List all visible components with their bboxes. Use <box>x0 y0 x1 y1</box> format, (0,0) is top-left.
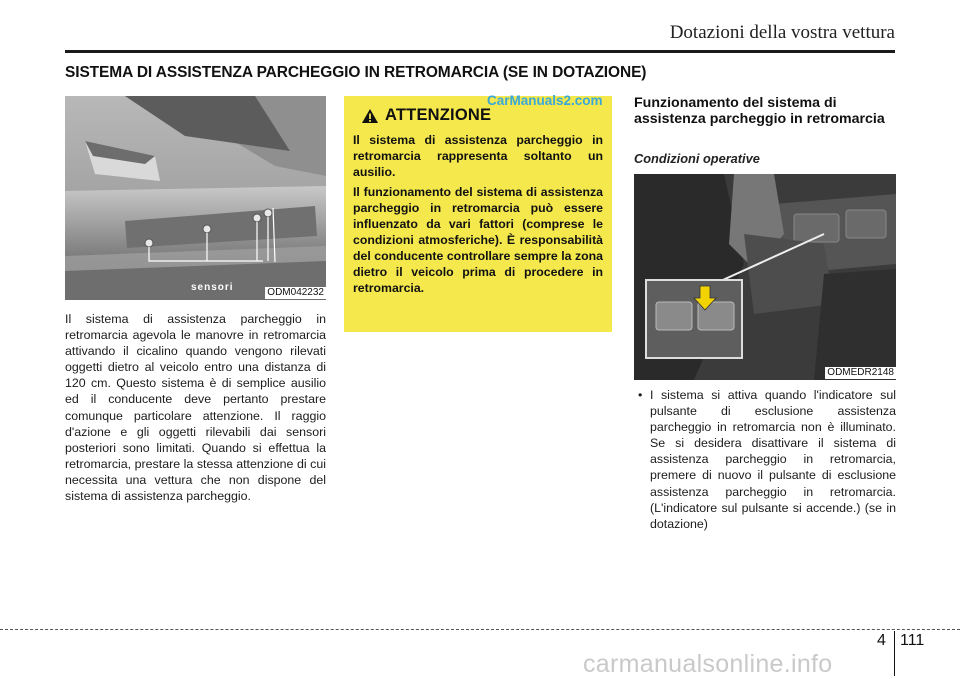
footer-dashed-rule <box>0 629 960 630</box>
figure-code-right: ODMEDR2148 <box>827 367 894 378</box>
operating-conditions-subheading: Condizioni operative <box>634 151 760 166</box>
bullet-text: I sistema si attiva quando l'indicatore sul pulsante di esclusione assistenza parcheggio in retromarcia non è illuminato. Se si desidera disattivare il sistema di assistenza parcheggio in retromarcia, premere di nuovo il pulsante di esclusione assistenza parcheggio in retromarcia. (L'indicatore sul pulsante si accende.) (se in dotazione) <box>650 388 896 531</box>
console-button-photo <box>634 174 896 380</box>
header-rule <box>65 50 895 53</box>
warning-box <box>344 96 612 332</box>
sensori-callout: sensori <box>191 282 234 293</box>
warning-header <box>361 106 603 125</box>
intro-paragraph: Il sistema di assistenza parcheggio in retromarcia agevola le manovre in retromarcia attivando il cicalino quando vengono rilevati oggetti dietro al veicolo entro una distanza di 120 cm. Questo sistema è di semplice ausilio ed il conducente deve pertanto prestare comunque particolare attenzione. Il raggio d'azione e gli oggetti rilevabili dai sensori posteriori sono limitati. Quando si effettua la retromarcia, prestare la stessa attenzione di cui necessita una vettura che non dispone del sistema di assistenza parcheggio. <box>65 312 326 504</box>
page-number: 111 <box>900 632 925 649</box>
bullet-marker: • <box>638 388 643 402</box>
section-title: SISTEMA DI ASSISTENZA PARCHEGGIO IN RETROMARCIA (SE IN DOTAZIONE) <box>65 64 647 81</box>
rear-bumper-photo <box>65 96 326 300</box>
warning-paragraph-1: Il sistema di assistenza parcheggio in retromarcia rappresenta soltanto un ausilio. <box>353 133 603 179</box>
chapter-number: 4 <box>877 632 886 649</box>
page-number-divider <box>894 631 895 676</box>
warning-title: ATTENZIONE <box>385 106 492 124</box>
operation-bullet <box>634 387 896 532</box>
chapter-title: Dotazioni della vostra vettura <box>669 22 895 43</box>
operation-heading: Funzionamento del sistema di assistenza parcheggio in retromarcia <box>634 95 885 127</box>
figure-code-left: ODM042232 <box>267 287 324 298</box>
warning-paragraph-2: Il funzionamento del sistema di assistenza parcheggio in retromarcia può essere influenzato da vari fattori (comprese le condizioni atmosferiche). È responsabilità del conducente controllare sempre la zona dietro il veicolo prima di procedere in retromarcia. <box>353 185 603 295</box>
warning-triangle-icon <box>361 108 379 124</box>
carmanuals-watermark: CarManuals2.com <box>487 93 603 108</box>
console-illustration <box>634 174 896 380</box>
site-watermark: carmanualsonline.info <box>583 650 833 678</box>
rear-bumper-illustration <box>65 96 326 300</box>
